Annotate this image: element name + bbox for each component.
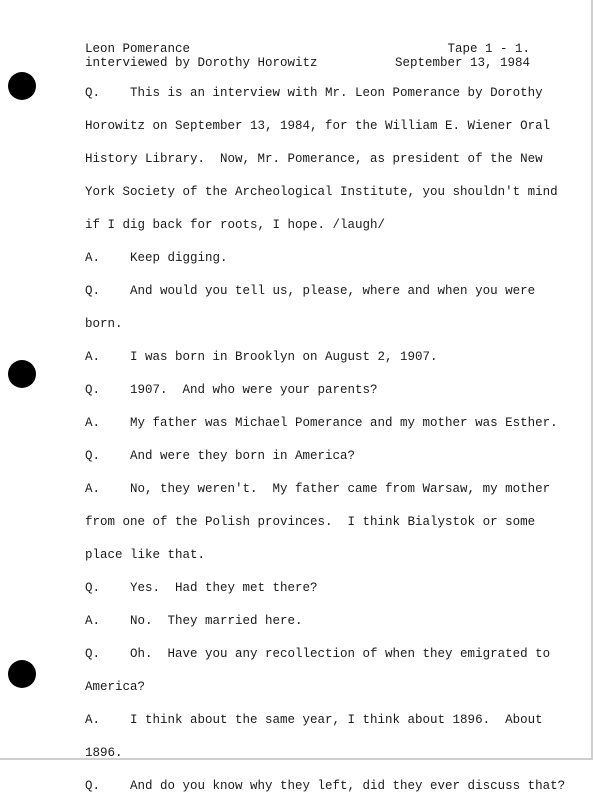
header-row-1	[85, 42, 530, 56]
transcript-line: Q. This is an interview with Mr. Leon Pomerance by Dorothy	[85, 86, 543, 100]
transcript-line: A. No, they weren't. My father came from Warsaw, my mother	[85, 482, 551, 496]
transcript-line: 1896.	[85, 746, 123, 760]
transcript-line: History Library. Now, Mr. Pomerance, as president of the New	[85, 152, 543, 166]
interview-date: September 13, 1984	[394, 56, 530, 70]
transcript-line: A. I was born in Brooklyn on August 2, 1907.	[85, 350, 438, 364]
tape-number: Tape 1 - 1.	[447, 42, 530, 56]
page-header	[85, 42, 530, 70]
transcript-line: America?	[85, 680, 146, 694]
transcript-line: A. No. They married here.	[85, 614, 303, 628]
header-row-2	[85, 56, 530, 70]
transcript-line: Q. Oh. Have you any recollection of when they emigrated to	[85, 647, 551, 661]
transcript-line: A. Keep digging.	[85, 251, 228, 265]
transcript-line: York Society of the Archeological Institute, you shouldn't mind	[85, 185, 558, 199]
interviewee-name: Leon Pomerance	[85, 42, 191, 56]
transcript-line: A. My father was Michael Pomerance and my mother was Esther.	[85, 416, 558, 430]
transcript-line: if I dig back for roots, I hope. /laugh/	[85, 218, 386, 232]
transcript-line: A. I think about the same year, I think about 1896. About	[85, 713, 543, 727]
punch-hole-middle	[8, 360, 36, 388]
transcript-line: from one of the Polish provinces. I think Bialystok or some	[85, 515, 536, 529]
interviewer-line: interviewed by Dorothy Horowitz	[85, 56, 318, 70]
transcript-line: place like that.	[85, 548, 206, 562]
punch-hole-bottom	[8, 660, 36, 688]
transcript-body	[85, 82, 566, 797]
punch-hole-top	[8, 72, 36, 100]
transcript-line: born.	[85, 317, 123, 331]
transcript-line: Horowitz on September 13, 1984, for the William E. Wiener Oral	[85, 119, 551, 133]
transcript-line: Q. Yes. Had they met there?	[85, 581, 318, 595]
transcript-line: Q. 1907. And who were your parents?	[85, 383, 378, 397]
transcript-line: Q. And would you tell us, please, where and when you were	[85, 284, 536, 298]
transcript-line: Q. And were they born in America?	[85, 449, 356, 463]
transcript-line: Q. And do you know why they left, did they ever discuss that?	[85, 779, 566, 793]
